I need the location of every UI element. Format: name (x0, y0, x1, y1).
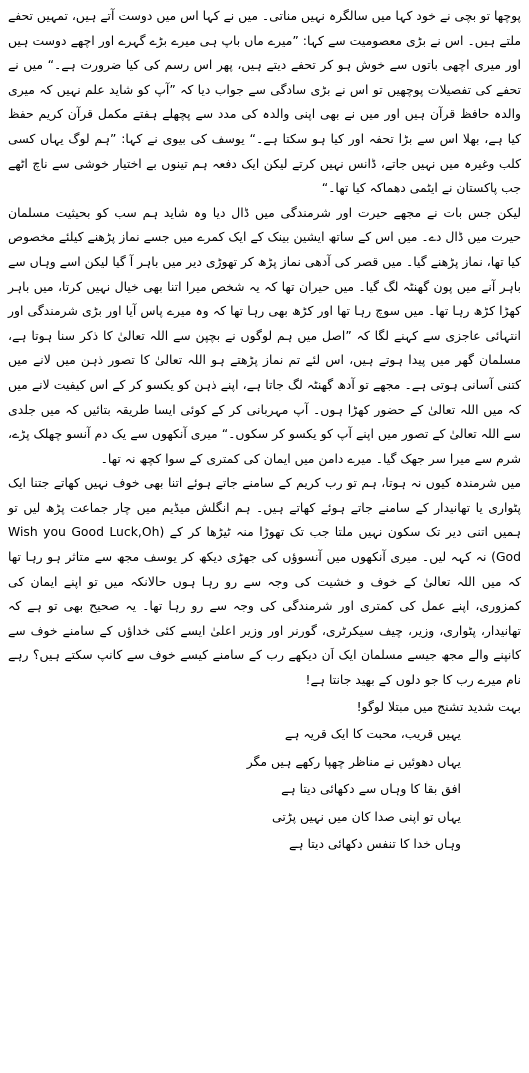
paragraph-reflection: میں شرمندہ کیوں نہ ہوتا، ہم تو رب کریم کے سامنے جاتے ہوئے اتنا بھی خوف نہیں کھاتے جتنا ایک پٹواری یا تھانیدار کے سامنے جاتے ہوئے کھاتے ہیں۔ ہم انگلش میڈیم میں چار جماعت پڑھ لیں تو ہمیں اتنی دیر تک سکون نہیں ملتا جب تک تھوڑا منہ ٹیڑھا کر کے (Wish you Good Luck,Oh God) نہ کہہ لیں۔ میری آنکھوں میں آنسوؤں کی جھڑی دیکھ کر یوسف مجھ سے متاثر ہو رہا تھا کہ میں اللہ تعالیٰ کے خوف و خشیت کی وجہ سے رو رہا ہوں حالانکہ میں تو اپنے ایمان کی کمزوری، اپنے عمل کی کمتری اور شرمندگی کی وجہ سے رو رہا تھا۔ یہ صحیح بھی تو ہے کہ تھانیدار، پٹواری، وزیر، چیف سیکرٹری، گورنر اور وزیر اعلیٰ ایسے کئی خداؤں کے سامنے خوف سے کانپنے والے مجھ جیسے مسلمان ایک اَن دیکھے رب کے سامنے کیسے خوف سے کانپ سکتے ہیں؟ رہے نام میرے رب کا جو دلوں کے بھید جانتا ہے! (8, 475, 521, 688)
poem-line: وہاں خدا کا تنفس دکھائی دیتا ہے (289, 836, 461, 852)
poem-line: افق بقا کا وہاں سے دکھائی دیتا ہے (281, 781, 461, 797)
paragraph-prayer-story: لیکن جس بات نے مجھے حیرت اور شرمندگی میں ڈال دیا وہ شاید ہم سب کو بحیثیت مسلمان حیرت میں ڈال دے۔ میں اس کے ساتھ ایشین بینک کے ایک کمرے میں جسے نماز پڑھنے کیلئے مخصوص کیا تھا، نماز پڑھنے گیا۔ میں قصر کی آدھی نماز پڑھ کر تھوڑی دیر میں باہر آ گیا لیکن اسے وہاں سے باہر آنے میں پون گھنٹہ لگ گیا۔ میں حیران تھا کہ یہ شخص میرا اتنا بھی خیال نہیں کرتا، میں باہر کھڑا کڑھ رہا تھا۔ میں سوچ رہا تھا اور کڑھ بھی رہا تھا کہ وہ میرے پاس آیا اور بڑی شرمندگی اور انتہائی عاجزی سے کہنے لگا کہ ”اصل میں ہم لوگوں نے بچپن سے اللہ تعالیٰ کا ذکر سنا ہوتا ہے، مسلمان گھر میں پیدا ہوتے ہیں، اس لئے تم نماز پڑھتے ہو اللہ تعالیٰ کا تصور ذہن میں لانے میں کتنی آسانی ہوتی ہے۔ مجھے تو آدھ گھنٹہ لگ جاتا ہے، اپنے ذہن کو یکسو کر کے اس کیفیت لانے میں کہ میں اللہ تعالیٰ کے حضور کھڑا ہوں۔ آپ مہربانی کر کے کوئی ایسا طریقہ بتائیں کہ میں جلدی سے اللہ تعالیٰ کے تصور میں اپنے آپ کو یکسو کر سکوں۔“ میری آنکھوں سے یک دم آنسو چھلک پڑے، شرم سے میرا سر جھک گیا۔ میرے دامن میں ایمان کی کمتری کے سوا کچھ نہ تھا۔ (8, 204, 521, 466)
poem (8, 693, 521, 858)
poem-line: بہت شدید تشنج میں مبتلا لوگو! (356, 698, 521, 714)
poem-line: یہاں دھوئیں نے مناظر چھپا رکھے ہیں مگر (246, 753, 461, 769)
paragraph-birthday-story: پوچھا تو بچی نے خود کہا میں سالگرہ نہیں مناتی۔ میں نے کہا اس میں دوست آتے ہیں، تمہیں تحفے ملتے ہیں۔ اس نے بڑی معصومیت سے کہا: ”میرے ماں باپ ہی میرے بڑے گہرے اور اچھے دوست ہیں اور میری اچھی باتوں سے خوش ہو کر تحفے دیتے ہیں، پھر اس رسم کی کیا ضرورت ہے۔“ میں نے تحفے کی تفصیلات پوچھیں تو اس نے بڑی سادگی سے جواب دیا کہ ”آپ کو شاید علم نہیں کہ میری والدہ حافظ قرآن ہیں اور میں نے بھی اپنی والدہ کی مدد سے پچھلے ہفتے مکمل قرآن کریم حفظ کیا ہے، بھلا اس سے بڑا تحفہ اور کیا ہو سکتا ہے۔“ یوسف کی بیوی نے کہا: ”ہم لوگ یہاں کسی کلب وغیرہ میں نہیں جاتے، ڈانس نہیں کرتے لیکن ایک دفعہ ہم تینوں بے اختیار خوشی سے ناچ اٹھے جب پاکستان نے ایٹمی دھماکہ کیا تھا۔“ (8, 8, 521, 196)
poem-line: یہیں قریب، محبت کا ایک قریہ ہے (284, 726, 461, 742)
poem-line: یہاں تو اپنی صدا کان میں نہیں پڑتی (272, 808, 461, 824)
